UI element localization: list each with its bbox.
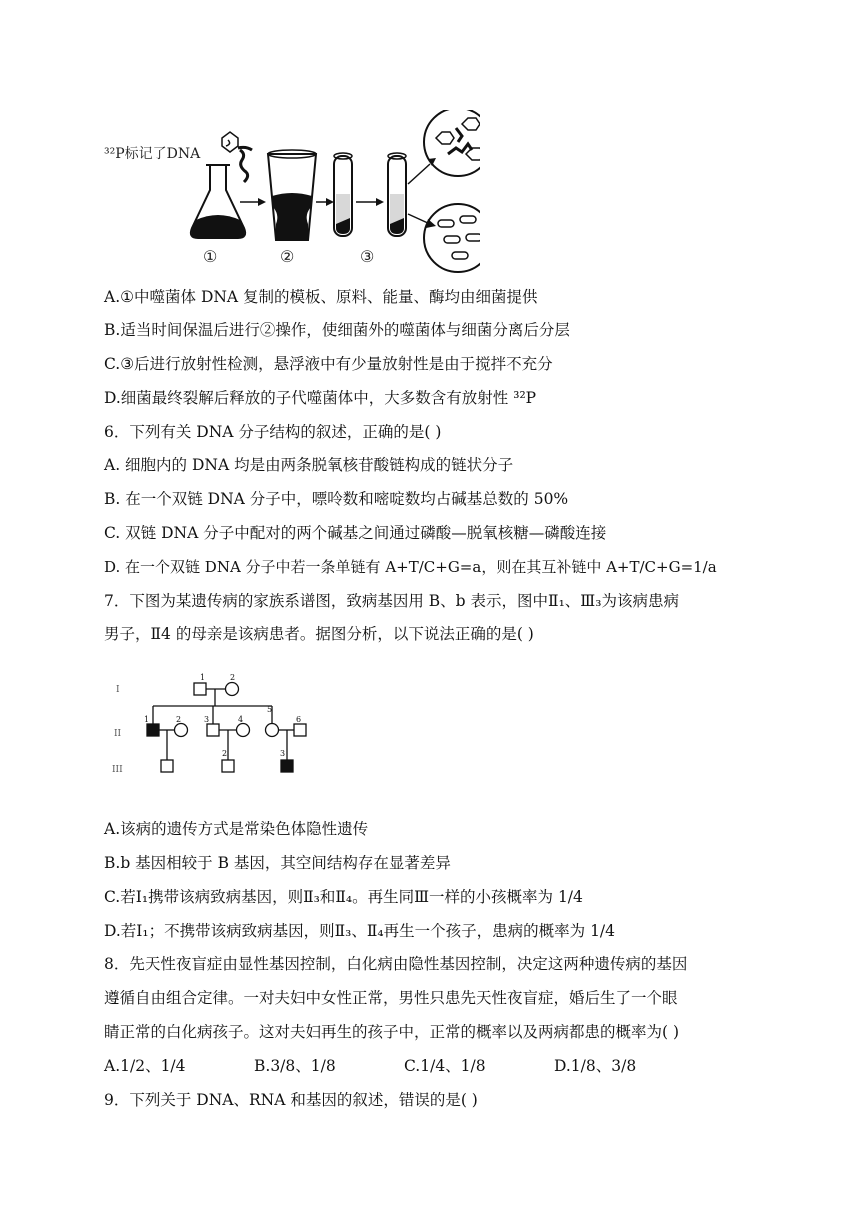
svg-text:6: 6: [296, 715, 302, 724]
generation-label-3: III: [112, 765, 123, 775]
q8-option-c: C.1/4、1/8: [404, 1057, 486, 1075]
q6-option-b: B. 在一个双链 DNA 分子中，嘌呤数和嘧啶数均占碱基总数的 50%: [104, 490, 569, 508]
generation-label-1: I: [116, 685, 120, 695]
q6-option-a: A. 细胞内的 DNA 均是由两条脱氧核苷酸链构成的链状分子: [104, 456, 514, 474]
q8-option-a: A.1/2、1/4: [104, 1057, 186, 1075]
q7-stem-line2: 男子，Ⅱ4 的母亲是该病患者。据图分析，以下说法正确的是( ): [104, 625, 534, 643]
q8-line2: 遵循自由组合定律。一对夫妇中女性正常，男性只患先天性夜盲症，婚后生了一个眼: [104, 989, 678, 1007]
phage-experiment-diagram: [100, 110, 480, 275]
q6-option-d: D. 在一个双链 DNA 分子中若一条单链有 A+T/C+G=a，则在其互补链中 A+T/C+G=1/a: [104, 558, 717, 576]
svg-text:3: 3: [280, 749, 286, 758]
step-label-2: ②: [280, 247, 295, 266]
q8-option-b: B.3/8、1/8: [254, 1057, 336, 1075]
q9-stem: 9．下列关于 DNA、RNA 和基因的叙述，错误的是( ): [104, 1091, 478, 1109]
pedigree-diagram: [110, 670, 330, 785]
q7-stem-line1: 7．下图为某遗传病的家族系谱图，致病基因用 B、b 表示，图中Ⅱ₁、Ⅲ₃为该病患病: [104, 592, 679, 610]
q6-stem: 6．下列有关 DNA 分子结构的叙述，正确的是( ): [104, 423, 442, 441]
phage-experiment-figure: [100, 110, 480, 275]
svg-text:2: 2: [176, 715, 182, 724]
pedigree-figure: [110, 670, 330, 785]
svg-text:4: 4: [238, 715, 244, 724]
q5-option-a: A.①中噬菌体 DNA 复制的模板、原料、能量、酶均由细菌提供: [104, 288, 538, 306]
q8-line3: 睛正常的白化病孩子。这对夫妇再生的孩子中，正常的概率以及两病都患的概率为( ): [104, 1023, 680, 1041]
svg-text:2: 2: [230, 673, 236, 682]
svg-text:1: 1: [144, 715, 150, 724]
step-label-1: ①: [203, 247, 218, 266]
p32-label: ³²P标记了DNA: [104, 146, 201, 162]
q7-option-a: A.该病的遗传方式是常染色体隐性遗传: [104, 820, 369, 838]
q7-option-d: D.若Ⅰ₁；不携带该病致病基因，则Ⅱ₃、Ⅱ₄再生一个孩子，患病的概率为 1/4: [104, 922, 616, 940]
svg-text:3: 3: [204, 715, 210, 724]
step-label-3: ③: [360, 247, 375, 266]
q5-option-d: D.细菌最终裂解后释放的子代噬菌体中，大多数含有放射性 ³²P: [104, 389, 537, 407]
q7-option-b: B.b 基因相较于 B 基因，其空间结构存在显著差异: [104, 854, 451, 872]
svg-text:1: 1: [200, 673, 206, 682]
q8-options: [104, 1055, 636, 1077]
generation-label-2: II: [114, 729, 122, 739]
q8-option-d: D.1/8、3/8: [554, 1057, 637, 1075]
svg-text:5: 5: [267, 705, 273, 714]
q6-option-c: C. 双链 DNA 分子中配对的两个碱基之间通过磷酸—脱氧核糖—磷酸连接: [104, 524, 607, 542]
q8-line1: 8．先天性夜盲症由显性基因控制，白化病由隐性基因控制，决定这两种遗传病的基因: [104, 955, 688, 973]
q7-option-c: C.若Ⅰ₁携带该病致病基因，则Ⅱ₃和Ⅱ₄。再生同Ⅲ一样的小孩概率为 1/4: [104, 888, 583, 906]
svg-text:2: 2: [222, 749, 228, 758]
q5-option-b: B.适当时间保温后进行②操作，使细菌外的噬菌体与细菌分离后分层: [104, 321, 570, 339]
q5-option-c: C.③后进行放射性检测，悬浮液中有少量放射性是由于搅拌不充分: [104, 355, 553, 373]
